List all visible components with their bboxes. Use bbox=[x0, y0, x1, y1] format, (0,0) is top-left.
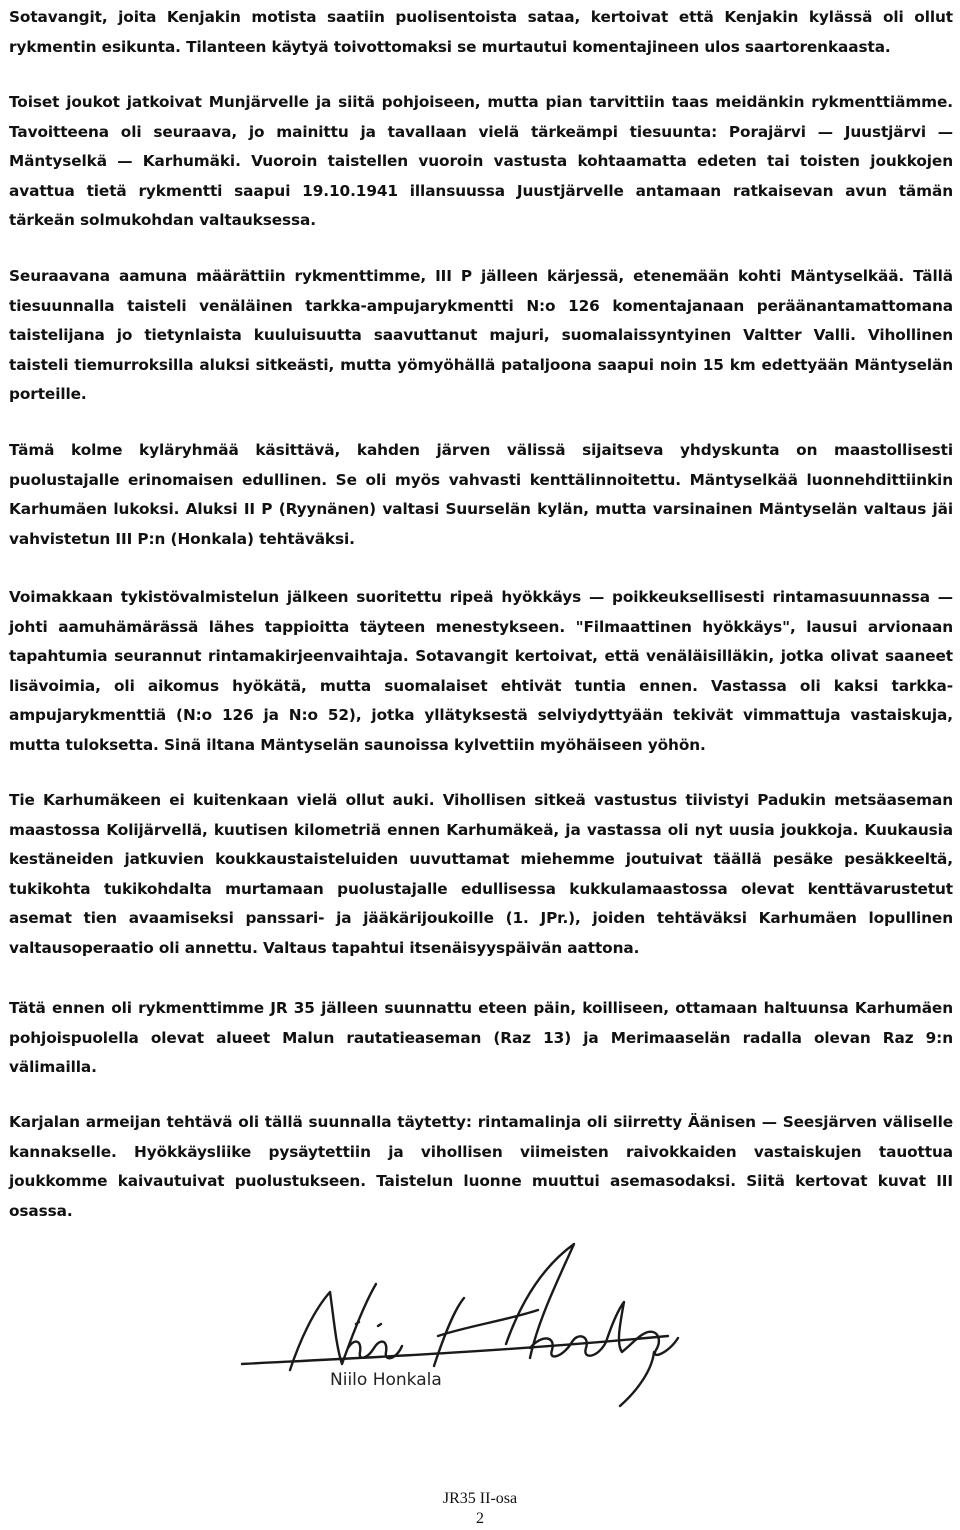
paragraph-5: Voimakkaan tykistövalmistelun jälkeen suoritettu ripeä hyökkäys — poikkeuksellisesti rintamasuunnassa — johti aamuhämärässä lähes tappioitta täyteen menestykseen. "Filmaattinen hyökkäys", lausui arvionaan tapahtumia seurannut rintamakirjeenvaihtaja. Sotavangit kertoivat, että venäläisilläkin, jotka olivat saaneet lisävoimia, oli aikomus hyökätä, mutta suomalaiset ehtivät tuntia ennen. Vastassa oli kaksi tarkka-ampujarykmenttiä (N:o 126 ja N:o 52), jotka yllätyksestä selviydyttyään tekivät vimmattuja vastaiskuja, mutta tuloksetta. Sinä iltana Mäntyselän saunoissa kylvettiin myöhäiseen yöhön. bbox=[9, 588, 953, 754]
paragraph-8: Karjalan armeijan tehtävä oli tällä suunnalla täytetty: rintamalinja oli siirretty Äänisen — Seesjärven väliselle kannakselle. Hyökkäysliike pysäytettiin ja vihollisen viimeisten raivokkaiden vastaiskujen tauottua joukkomme kaivautuivat puolustukseen. Taistelun luonne muuttui asemasodaksi. Siitä kertovat kuvat III osassa. bbox=[9, 1113, 953, 1220]
paragraph-6: Tie Karhumäkeen ei kuitenkaan vielä ollut auki. Vihollisen sitkeä vastustus tiivistyi Padukin metsäaseman maastossa Kolijärvellä, kuutisen kilometriä ennen Karhumäkeä, ja vastassa oli nyt uusia joukkoja. Kuukausia kestäneiden jatkuvien koukkaustaisteluiden uuvuttamat miehemme joutuivat täällä pesäke pesäkkeeltä, tukikohta tukikohdalta murtamaan puolustajalle edullisessa kukkulamaastossa olevat kenttävarustetut asemat tien avaamiseksi panssari- ja jääkärijoukoille (1. JPr.), joiden tehtäväksi Karhumäen lopullinen valtausoperaatio oli annettu. Valtaus tapahtui itsenäisyyspäivän aattona. bbox=[9, 791, 953, 957]
footer-code: JR35 II-osa bbox=[442, 1490, 518, 1507]
paragraph-2: Toiset joukot jatkoivat Munjärvelle ja siitä pohjoiseen, mutta pian tarvittiin taas meidänkin rykmenttiämme. Tavoitteena oli seuraava, jo mainittu ja tavallaan vielä tärkeämpi tiesuunta: Porajärvi — Juustjärvi — Mäntyselkä — Karhumäki. Vuoroin taistellen vuoroin vastusta kohtaamatta edeten tai toisten joukkojen avattua tietä rykmentti saapui 19.10.1941 illansuussa Juustjärvelle antamaan ratkaisevan avun tämän tärkeän solmukohdan valtauksessa. bbox=[9, 93, 953, 230]
paragraph-1: Sotavangit, joita Kenjakin motista saatiin puolisentoista sataa, kertoivat että Kenjakin kylässä oli ollut rykmentin esikunta. Tilanteen käytyä toivottomaksi se murtautui komentajineen ulos saartorenkaasta. bbox=[9, 8, 953, 56]
paragraph-7: Tätä ennen oli rykmenttimme JR 35 jälleen suunnattu eteen päin, koilliseen, ottamaan haltuunsa Karhumäen pohjoispuolella olevat alueet Malun rautatieaseman (Raz 13) ja Merimaaselän radalla olevan Raz 9:n välimailla. bbox=[9, 999, 953, 1077]
handwritten-signature bbox=[238, 1240, 698, 1410]
page-number: 2 bbox=[476, 1510, 484, 1527]
paragraph-4: Tämä kolme kyläryhmää käsittävä, kahden järven välissä sijaitseva yhdyskunta on maastollisesti puolustajalle erinomaisen edullinen. Se oli myös vahvasti kenttälinnoitettu. Mäntyselkää luonnehdittiinkin Karhumäen lukoksi. Aluksi II P (Ryynänen) valtasi Suurselän kylän, mutta varsinainen Mäntyselän valtaus jäi vahvistetun III P:n (Honkala) tehtäväksi. bbox=[9, 441, 953, 548]
paragraph-3: Seuraavana aamuna määrättiin rykmenttimme, III P jälleen kärjessä, etenemään kohti Mäntyselkää. Tällä tiesuunnalla taisteli venäläinen tarkka-ampujarykmentti N:o 126 komentajanaan peräänantamattomana taistelijana jo tietynlaista kuuluisuutta saavuttanut majuri, suomalaissyntyinen Valtter Valli. Vihollinen taisteli tiemurroksilla aluksi sitkeästi, mutta yömyöhällä pataljoona saapui noin 15 km edettyään Mäntyselän porteille. bbox=[9, 267, 953, 404]
signer-name: Niilo Honkala bbox=[330, 1370, 442, 1390]
